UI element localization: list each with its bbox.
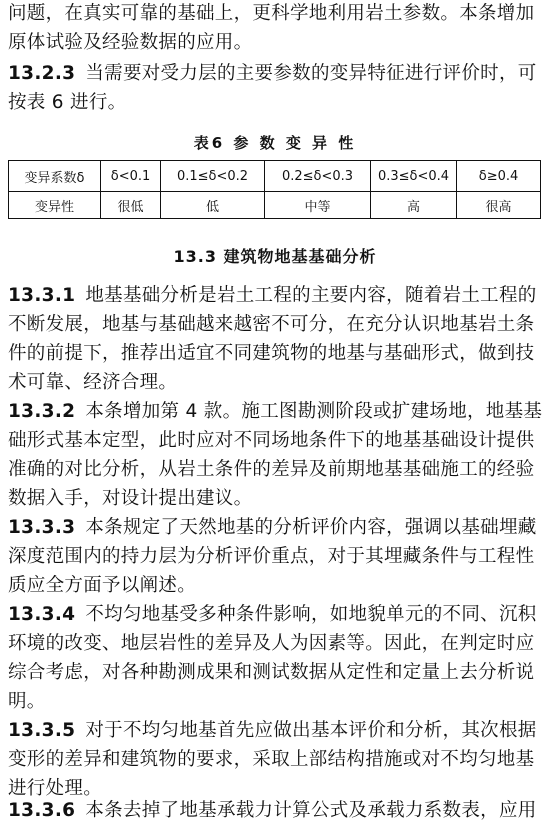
section-title: 13.3 建筑物地基基础分析 <box>173 247 377 266</box>
clause-13-3-3-line-1: 13.3.3 本条规定了天然地基的分析评价内容，强调以基础埋藏 <box>8 517 537 538</box>
clause-13-3-4-line-2: 环境的改变、地层岩性的差异及人为因素等。因此，在判定时应 <box>8 633 535 654</box>
clause-13-3-6-line-1: 13.3.6 本条去掉了地基承载力计算公式及承载力系数表，应用 <box>8 800 537 821</box>
clause-13-3-2-line-3: 准确的对比分析，从岩土条件的差异及前期地基基础施工的经验 <box>8 459 535 480</box>
clause-13-3-3-line-2: 深度范围内的持力层为分析评价重点，对于其埋藏条件与工程性 <box>8 546 535 567</box>
table-cell: 0.3≤δ<0.4 <box>371 161 457 192</box>
clause-13-3-5-line-2: 变形的差异和建筑物的要求，采取上部结构措施或对不均匀地基 <box>8 749 535 770</box>
clause-13-2-3-line-2: 按表 6 进行。 <box>8 92 127 113</box>
clause-13-3-2-line-2: 础形式基本定型，此时应对不同场地条件下的地基基础设计提供 <box>8 430 535 451</box>
table-cell: 很高 <box>457 192 541 219</box>
intro-line-2: 原体试验及经验数据的应用。 <box>8 32 253 53</box>
table-cell: 很低 <box>101 192 161 219</box>
intro-line-1: 问题，在真实可靠的基础上，更科学地利用岩土参数。本条增加 <box>8 3 535 24</box>
table-cell: 变异性 <box>9 192 101 219</box>
clause-number: 13.3.1 <box>8 285 76 306</box>
clause-13-3-2-line-1: 13.3.2 本条增加第 4 款。施工图勘测阶段或扩建场地，地基基 <box>8 401 543 422</box>
table-cell: 中等 <box>265 192 371 219</box>
clause-number: 13.3.4 <box>8 604 76 625</box>
table-caption: 表6 参 数 变 异 性 <box>193 134 357 152</box>
clause-13-3-1-line-4: 术可靠、经济合理。 <box>8 372 178 393</box>
table-row <box>9 161 541 192</box>
table-cell: 低 <box>161 192 265 219</box>
clause-13-3-2-line-4: 数据入手，对设计提出建议。 <box>8 488 253 509</box>
clause-number: 13.3.3 <box>8 517 76 538</box>
table-cell: 变异系数δ <box>9 161 101 192</box>
table-cell: 高 <box>371 192 457 219</box>
clause-13-3-1-line-2: 不断发展，地基与基础越来越密不可分，在充分认识地基岩土条 <box>8 314 535 335</box>
clause-13-3-1-line-3: 件的前提下，推荐出适宜不同建筑物的地基与基础形式，做到技 <box>8 343 535 364</box>
clause-13-3-1-line-1: 13.3.1 地基基础分析是岩土工程的主要内容，随着岩土工程的 <box>8 285 537 306</box>
table-row <box>9 192 541 219</box>
clause-13-3-4-line-4: 明。 <box>8 691 46 712</box>
clause-13-2-3-line-1: 13.2.3 当需要对受力层的主要参数的变异特征进行评价时，可 <box>8 63 537 84</box>
clause-number: 13.3.6 <box>8 800 76 821</box>
clause-number: 13.3.5 <box>8 720 76 741</box>
clause-13-3-3-line-3: 质应全方面予以阐述。 <box>8 575 197 596</box>
table-cell: δ<0.1 <box>101 161 161 192</box>
table-cell: δ≥0.4 <box>457 161 541 192</box>
clause-number: 13.2.3 <box>8 63 76 84</box>
clause-13-3-5-line-3: 进行处理。 <box>8 778 103 799</box>
clause-13-3-4-line-1: 13.3.4 不均匀地基受多种条件影响，如地貌单元的不同、沉积 <box>8 604 537 625</box>
clause-13-3-5-line-1: 13.3.5 对于不均匀地基首先应做出基本评价和分析，其次根据 <box>8 720 537 741</box>
table-cell: 0.1≤δ<0.2 <box>161 161 265 192</box>
clause-13-3-4-line-3: 综合考虑，对各种勘测成果和测试数据从定性和定量上去分析说 <box>8 662 535 683</box>
clause-number: 13.3.2 <box>8 401 76 422</box>
table-cell: 0.2≤δ<0.3 <box>265 161 371 192</box>
variability-table <box>8 160 541 219</box>
